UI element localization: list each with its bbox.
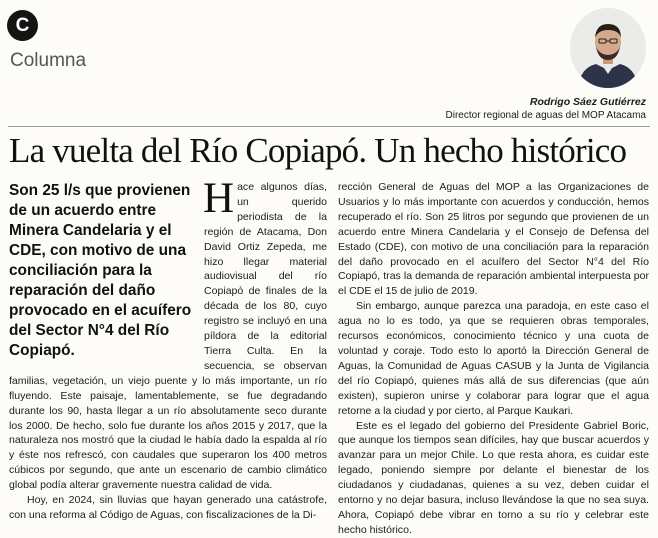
author-byline [446, 95, 646, 123]
section-label: Columna [10, 50, 87, 71]
pull-quote: Son 25 l/s que provienen de un acuerdo entre Minera Candelaria y el CDE, con motivo de una conciliación para la reparación del daño provocado en el acuífero del Sector N°4 del Río Copiapó. [9, 182, 192, 359]
article-paragraph: Este es el legado del gobierno del Presidente Gabriel Boric, que aunque los tiempos sean difíciles, hay que buscar acuerdos y avanzar para un mejor Chile. Lo que resta ahora, es cuidar este legado, poniendo siempre por delante el bienestar de los ciudadanos y ciudadanas, quienes a su vez, deben cuidar el entorno y no dejar basura, incluso llevándose la que no sea suya. Ahora, Copiapó debe vibrar en torno a su río y celebrar este hecho histórico. [338, 419, 649, 536]
header-divider [8, 126, 650, 127]
author-portrait-icon [570, 8, 646, 88]
article-column-1 [9, 175, 327, 523]
article-column-2 [338, 180, 649, 538]
article-headline: La vuelta del Río Copiapó. Un hecho histórico [9, 131, 627, 170]
column-badge: C [7, 10, 38, 41]
author-name: Rodrigo Sáez Gutiérrez [529, 96, 646, 108]
author-photo [570, 8, 646, 88]
article-paragraph: Sin embargo, aunque parezca una paradoja, en este caso el agua no lo es todo, ya que se requieren obras temporales, recursos económicos, conocimiento técnico y una cuota de voluntad y coraje. Todo esto lo aportó la Dirección General de Aguas, la Comunidad de Aguas CASUB y la Junta de Vigilancia del río Copiapó, quienes más allá de sus diferencias (que aún existen), supieron unirse y colaborar para lograr que el agua retorne a la ciudad y por cierto, al Parque Kaukari. [338, 300, 649, 417]
article-paragraph: Hoy, en 2024, sin lluvias que hayan generado una catástrofe, con una reforma al Código de Aguas, con fiscalizaciones de la Di- [9, 494, 327, 521]
drop-cap: H [203, 175, 235, 222]
article-paragraph: Hace algunos días, un querido periodista de la región de Atacama, Don David Ortiz Zepeda, me hizo llegar material audiovisual del río Copiapó de finales de la década de los 80, cuyo registro se incluyó en una píldora de la editorial Tierra Culta. En la secuencia, se observan familias, vegetación, un viejo puente y lo más importante, un río fluyendo. Este paisaje, lamentablemente, se fue degradando durante los 90, hasta llegar a un río absolutamente seco durante los 2000. De hecho, solo fue durante los años 2015 y 2017, que la naturaleza nos mostró que la ciudad le había dado la espalda al río y éste nos refrescó, con caudales que superaron los 400 metros cúbicos por segundo, que ante un escenario de cambio climático global podía alterar gravemente nuestra calidad de vida. [9, 175, 327, 492]
author-role: Director regional de aguas del MOP Atacama [445, 110, 646, 121]
article-paragraph: rección General de Aguas del MOP a las Organizaciones de Usuarios y lo más importante con acuerdos y conducción, hemos recuperado el río. Son 25 litros por segundo que provienen de un acuerdo entre Minera Candelaria y el Consejo de Defensa del Estado (CDE), con motivo de una conciliación para la reparación del daño provocado en el acuífero del Sector N°4 del Río Copiapó, tras la demanda de reparación ambiental interpuesta por el CDE el 15 de julio de 2019. [338, 181, 649, 298]
